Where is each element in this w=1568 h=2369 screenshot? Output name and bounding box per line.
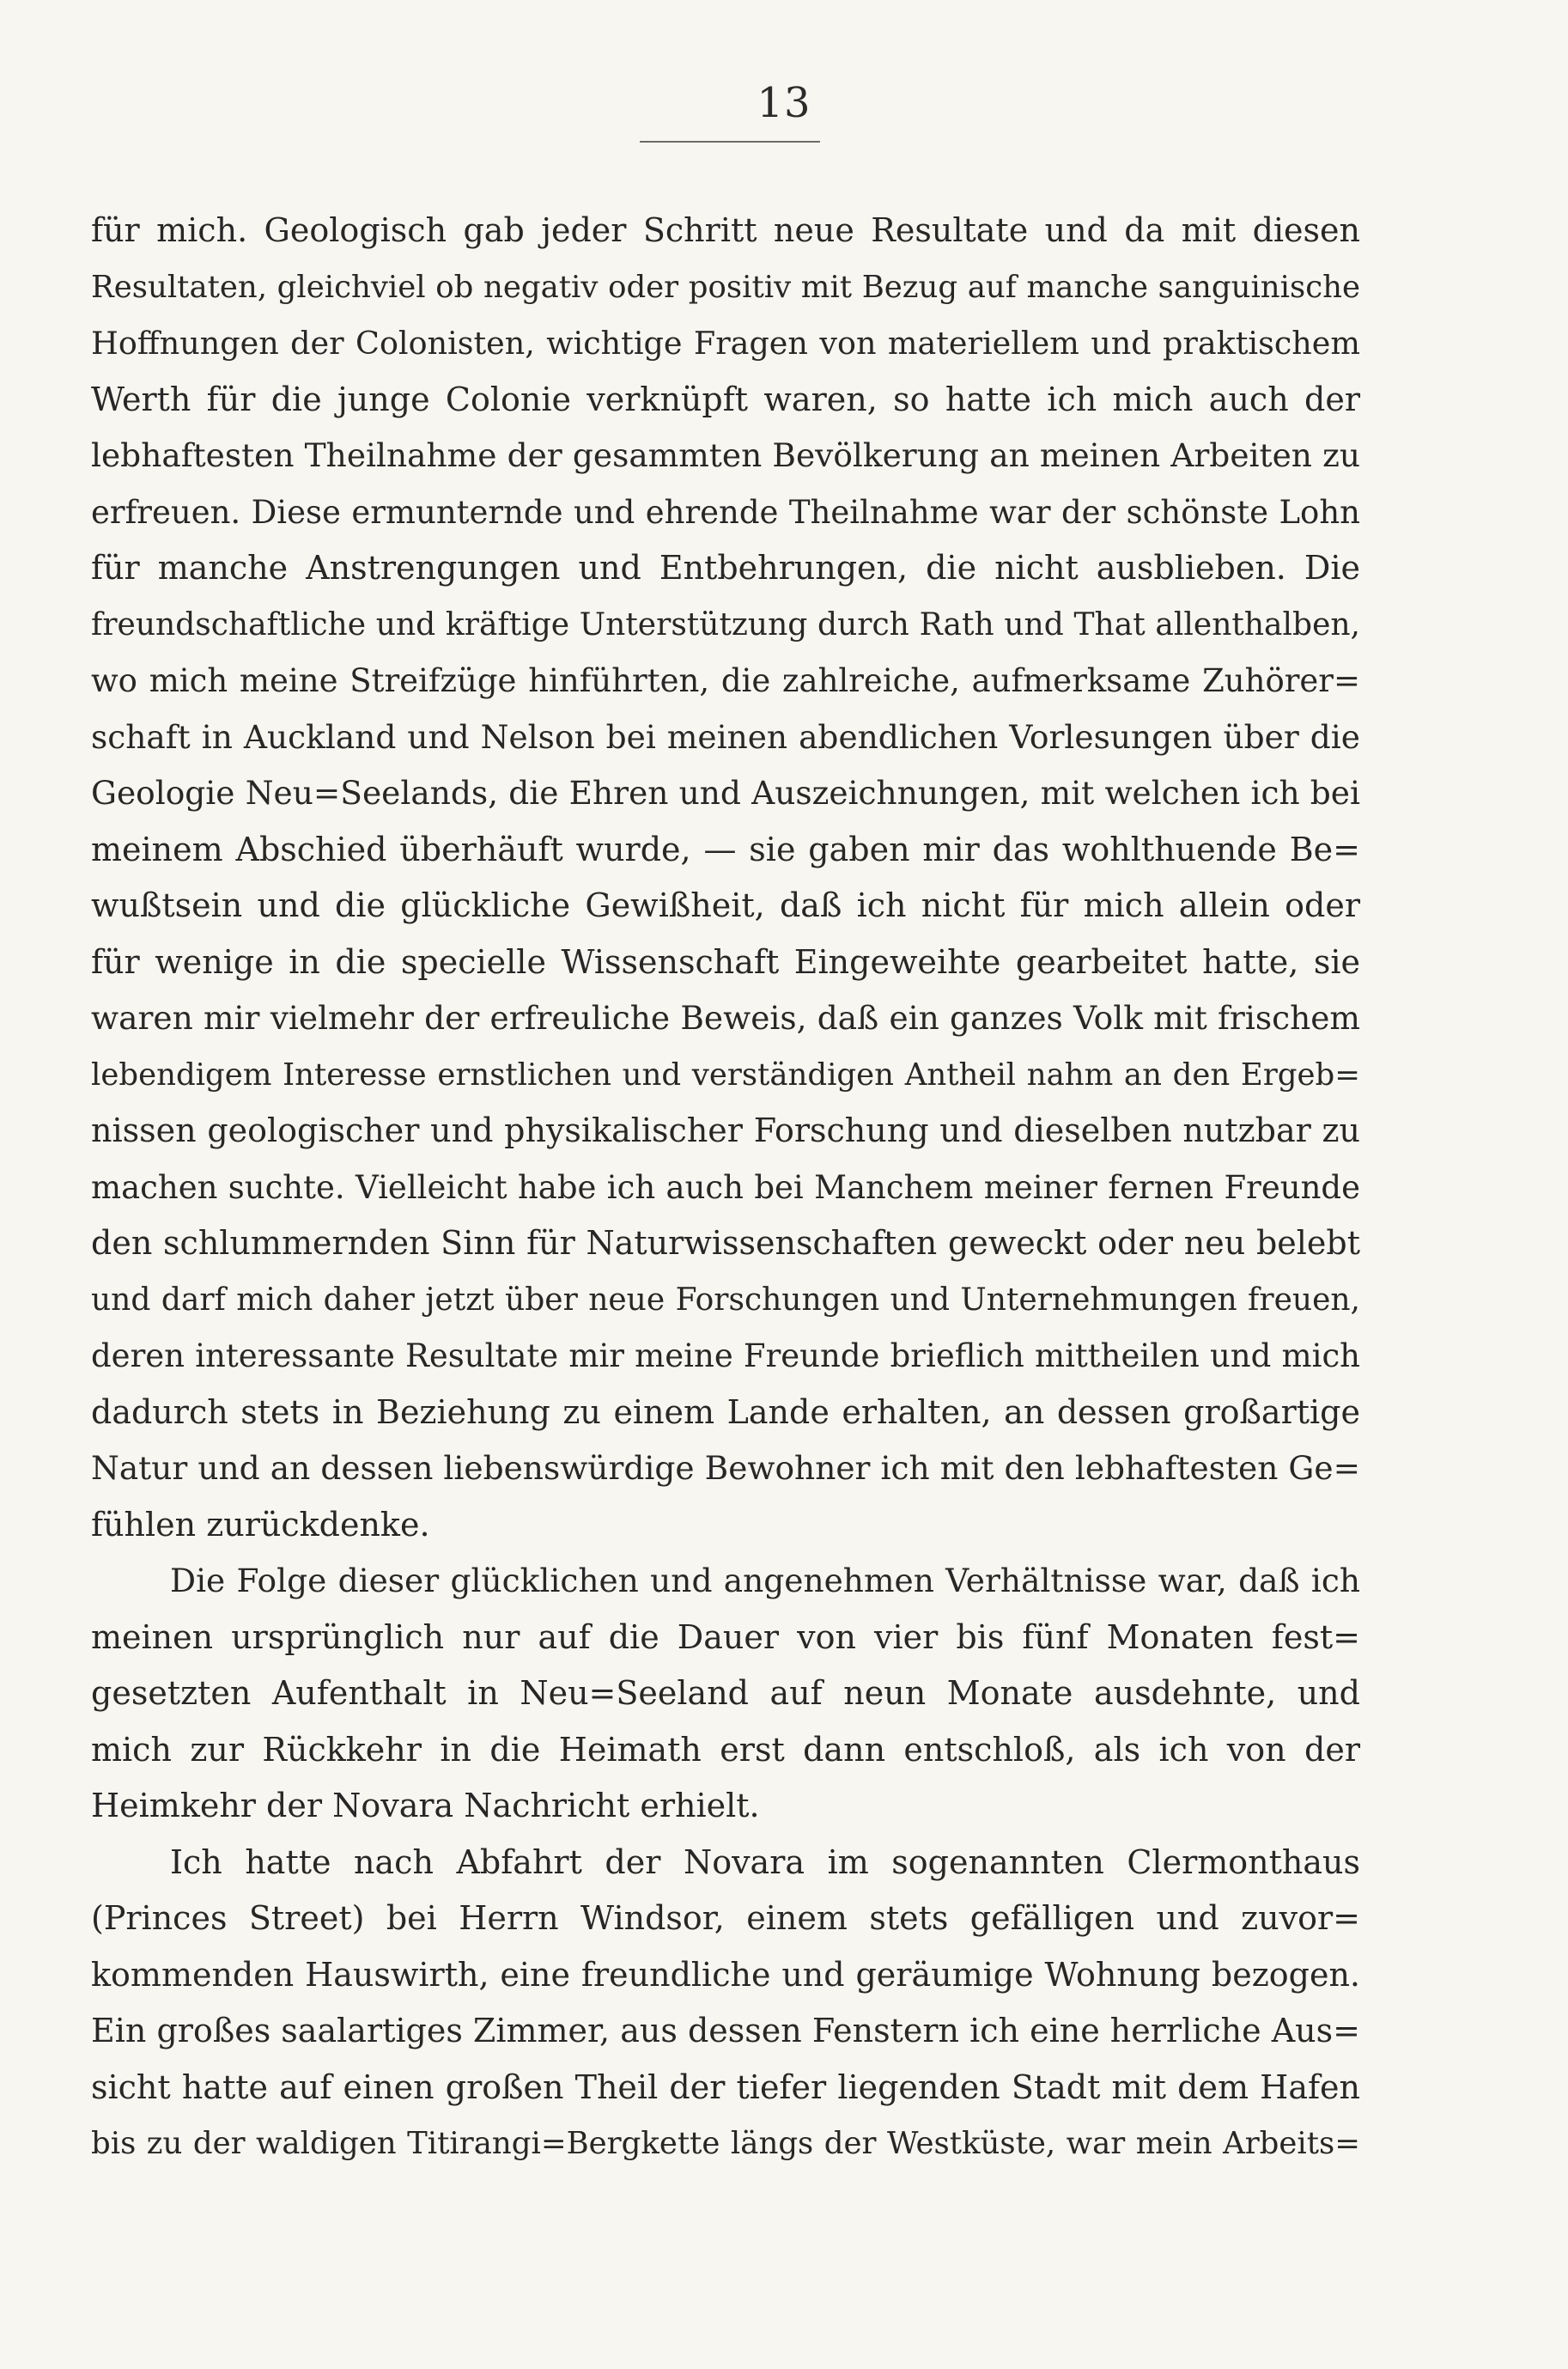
text-line: wo mich meine Streifzüge hinführten, die zahlreiche, aufmerksame Zuhörer= — [91, 662, 1360, 699]
text-line: Heimkehr der Novara Nachricht erhielt. — [91, 1787, 760, 1824]
text-line: bis zu der waldigen Titirangi=Bergkette längs der Westküste, war mein Arbeits= — [91, 2126, 1360, 2161]
text-line: für mich. Geologisch gab jeder Schritt neue Resultate und da mit diesen — [91, 211, 1360, 249]
text-line: freundschaftliche und kräftige Unterstützung durch Rath und That allenthalben, — [91, 606, 1360, 642]
text-line: Natur und an dessen liebenswürdige Bewohner ich mit den lebhaftesten Ge= — [91, 1449, 1360, 1487]
body-text — [91, 203, 1360, 2172]
text-line: fühlen zurückdenke. — [91, 1505, 430, 1544]
text-line: für manche Anstrengungen und Entbehrungen, die nicht ausblieben. Die — [91, 549, 1360, 587]
text-line: Ich hatte nach Abfahrt der Novara im sogenannten Clermonthaus — [170, 1842, 1360, 1881]
text-line: gesetzten Aufenthalt in Neu=Seeland auf neun Monate ausdehnte, und — [91, 1674, 1360, 1712]
text-line: dadurch stets in Beziehung zu einem Lande erhalten, an dessen großartige — [91, 1392, 1360, 1431]
text-line: Werth für die junge Colonie verknüpft waren, so hatte ich mich auch der — [91, 380, 1360, 418]
text-line: lebhaftesten Theilnahme der gesammten Bevölkerung an meinen Arbeiten zu — [91, 436, 1360, 474]
text-line: Hoffnungen der Colonisten, wichtige Fragen von materiellem und praktischem — [91, 325, 1360, 362]
text-line: machen suchte. Vielleicht habe ich auch bei Manchem meiner fernen Freunde — [91, 1168, 1360, 1206]
text-line: meinen ursprünglich nur auf die Dauer von vier bis fünf Monaten fest= — [91, 1617, 1360, 1656]
text-line: für wenige in die specielle Wissenschaft Eingeweihte gearbeitet hatte, sie — [91, 942, 1360, 981]
text-line: Geologie Neu=Seelands, die Ehren und Auszeichnungen, mit welchen ich bei — [91, 774, 1360, 812]
text-line: Ein großes saalartiges Zimmer, aus dessen Fenstern ich eine herrliche Aus= — [91, 2012, 1360, 2049]
text-line: deren interessante Resultate mir meine Freunde brieflich mittheilen und mich — [91, 1337, 1360, 1374]
text-line: Die Folge dieser glücklichen und angenehmen Verhältnisse war, daß ich — [170, 1562, 1360, 1599]
text-line: sicht hatte auf einen großen Theil der tiefer liegenden Stadt mit dem Hafen — [91, 2068, 1360, 2106]
text-line: nissen geologischer und physikalischer Forschung und dieselben nutzbar zu — [91, 1111, 1360, 1149]
text-line: kommenden Hauswirth, eine freundliche und geräumige Wohnung bezogen. — [91, 1955, 1360, 1994]
text-line: und darf mich daher jetzt über neue Forschungen und Unternehmungen freuen, — [91, 1282, 1360, 1318]
text-line: erfreuen. Diese ermunternde und ehrende Theilnahme war der schönste Lohn — [91, 493, 1360, 531]
text-line: den schlummernden Sinn für Naturwissenschaften geweckt oder neu belebt — [91, 1224, 1360, 1262]
text-line: wußtsein und die glückliche Gewißheit, daß ich nicht für mich allein oder — [91, 886, 1360, 924]
page-number: 13 — [757, 79, 811, 127]
text-line: lebendigem Interesse ernstlichen und verständigen Antheil nahm an den Ergeb= — [91, 1057, 1360, 1093]
text-line: meinem Abschied überhäuft wurde, — sie gaben mir das wohlthuende Be= — [91, 830, 1360, 868]
text-line: mich zur Rückkehr in die Heimath erst dann entschloß, als ich von der — [91, 1730, 1360, 1769]
text-line: Resultaten, gleichviel ob negativ oder positiv mit Bezug auf manche sanguinische — [91, 269, 1360, 305]
text-line: waren mir vielmehr der erfreuliche Beweis, daß ein ganzes Volk mit frischem — [91, 999, 1360, 1037]
header-rule — [640, 141, 820, 143]
text-line: (Princes Street) bei Herrn Windsor, einem stets gefälligen und zuvor= — [91, 1899, 1360, 1937]
text-line: schaft in Auckland und Nelson bei meinen abendlichen Vorlesungen über die — [91, 717, 1360, 756]
